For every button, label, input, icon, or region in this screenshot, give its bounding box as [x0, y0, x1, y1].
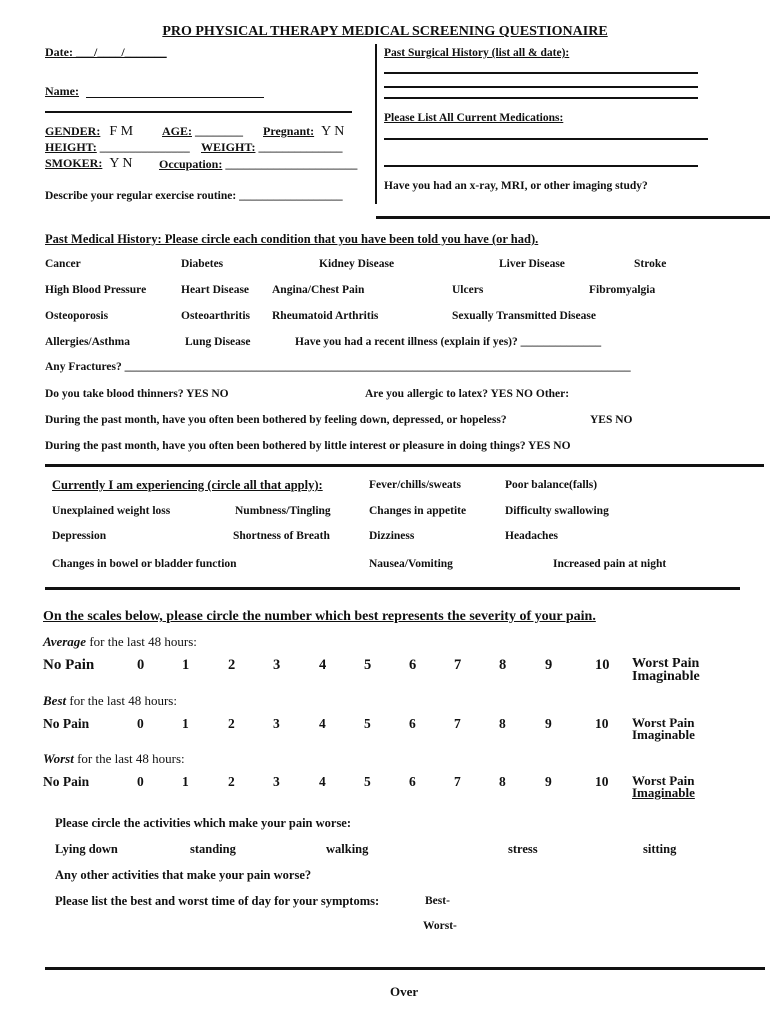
scale-best-label	[43, 693, 177, 709]
latex-question[interactable]: Are you allergic to latex? YES NO Other:	[365, 388, 570, 400]
condition-allergies-asthma[interactable]: Allergies/Asthma	[45, 336, 130, 348]
pain-number-4[interactable]: 4	[319, 657, 327, 673]
condition-kidney-disease[interactable]: Kidney Disease	[319, 258, 395, 270]
scale-best-em: Best	[43, 693, 67, 708]
pain-number-2[interactable]: 2	[228, 657, 236, 673]
pain-number-2[interactable]: 2	[228, 716, 235, 731]
history-heading: Past Medical History: Please circle each condition that you have been told you have (or had).	[45, 232, 539, 246]
surgical-line[interactable]	[384, 72, 698, 74]
occupation-field[interactable]	[159, 157, 357, 172]
form-title: PRO PHYSICAL THERAPY MEDICAL SCREENING QUESTIONAIRE	[162, 24, 608, 39]
depressed-answer[interactable]: YES NO	[590, 414, 633, 426]
scale-worst-label	[43, 751, 185, 767]
date-field[interactable]: Date: ___/____/_______	[45, 45, 167, 59]
left-divider	[45, 111, 352, 113]
pain-number-3[interactable]: 3	[273, 716, 280, 731]
pain-number-8[interactable]: 8	[499, 774, 506, 789]
pain-number-0[interactable]: 0	[137, 716, 144, 731]
condition-osteoporosis[interactable]: Osteoporosis	[45, 310, 109, 322]
worst-pain-label	[632, 775, 695, 799]
condition-stroke[interactable]: Stroke	[634, 258, 667, 270]
pain-number-8[interactable]: 8	[499, 657, 507, 673]
symptom-fever[interactable]: Fever/chills/sweats	[369, 479, 461, 491]
no-pain-label: No Pain	[43, 774, 90, 789]
section-divider	[45, 587, 740, 590]
over-label: Over	[390, 984, 419, 999]
pain-number-6[interactable]: 6	[409, 716, 416, 731]
surgical-line[interactable]	[384, 97, 698, 99]
condition-diabetes[interactable]: Diabetes	[181, 258, 224, 270]
section-divider	[376, 216, 770, 219]
activities-heading: Please circle the activities which make your pain worse:	[55, 816, 352, 830]
pain-number-9[interactable]: 9	[545, 716, 552, 731]
worst-pain-line2: Imaginable	[632, 727, 695, 742]
pain-number-6[interactable]: 6	[409, 774, 416, 789]
scale-average-label	[43, 634, 197, 650]
height-field[interactable]	[45, 140, 190, 155]
scale-average-rest: for the last 48 hours:	[86, 634, 197, 649]
activity-stress[interactable]: stress	[508, 842, 538, 856]
pain-heading: On the scales below, please circle the number which best represents the severity of your pain.	[43, 609, 596, 624]
smoker-label: SMOKER:	[45, 156, 103, 170]
pain-number-10[interactable]: 10	[595, 657, 610, 673]
weight-blank: ______________	[258, 140, 343, 154]
symptom-pain-night[interactable]: Increased pain at night	[553, 558, 667, 570]
name-field[interactable]	[45, 84, 79, 99]
condition-liver-disease[interactable]: Liver Disease	[499, 258, 565, 270]
scale-worst-rest: for the last 48 hours:	[73, 751, 185, 766]
condition-high-blood-pressure[interactable]: High Blood Pressure	[45, 284, 147, 296]
worst-pain-line1: Worst Pain	[632, 656, 700, 671]
pain-number-8[interactable]: 8	[499, 716, 506, 731]
surgical-line[interactable]	[384, 86, 698, 88]
pain-number-3[interactable]: 3	[273, 774, 280, 789]
worst-pain-label	[632, 717, 695, 741]
name-line	[86, 97, 264, 98]
condition-fibromyalgia[interactable]: Fibromyalgia	[589, 284, 656, 296]
symptom-nausea[interactable]: Nausea/Vomiting	[369, 558, 453, 570]
column-divider	[375, 44, 377, 204]
pain-number-4[interactable]: 4	[319, 716, 326, 731]
pain-number-1[interactable]: 1	[182, 716, 189, 731]
symptom-headaches[interactable]: Headaches	[505, 530, 559, 542]
condition-osteoarthritis[interactable]: Osteoarthritis	[181, 310, 250, 322]
exercise-field[interactable]: Describe your regular exercise routine: __________________	[45, 190, 343, 202]
interest-question[interactable]: During the past month, have you often been bothered by little interest or pleasure in doing things? YES NO	[45, 440, 571, 452]
pregnant-label: Pregnant:	[263, 124, 315, 138]
recent-illness-question[interactable]: Have you had a recent illness (explain if yes)? ______________	[295, 336, 602, 348]
symptom-swallowing[interactable]: Difficulty swallowing	[505, 505, 609, 517]
pain-number-0[interactable]: 0	[137, 657, 145, 673]
pain-number-5[interactable]: 5	[364, 774, 371, 789]
gender-label: GENDER:	[45, 124, 101, 138]
condition-lung-disease[interactable]: Lung Disease	[185, 336, 251, 348]
worst-pain-label	[632, 657, 700, 683]
pain-number-9[interactable]: 9	[545, 657, 553, 673]
pain-number-6[interactable]: 6	[409, 657, 417, 673]
time-of-day-question: Please list the best and worst time of day for your symptoms:	[55, 894, 380, 908]
scale-best-rest: for the last 48 hours:	[66, 693, 177, 708]
worst-time-field[interactable]: Worst-	[423, 920, 457, 932]
no-pain-label: No Pain	[43, 657, 95, 673]
pain-number-7[interactable]: 7	[454, 657, 462, 673]
symptom-bowel-bladder[interactable]: Changes in bowel or bladder function	[52, 558, 237, 570]
pain-number-4[interactable]: 4	[319, 774, 326, 789]
age-label: AGE:	[162, 124, 192, 138]
worst-pain-line2: Imaginable	[632, 669, 700, 684]
pain-number-7[interactable]: 7	[454, 716, 461, 731]
blood-thinners-question[interactable]: Do you take blood thinners? YES NO	[45, 388, 229, 400]
symptom-dizziness[interactable]: Dizziness	[369, 530, 415, 542]
symptom-depression[interactable]: Depression	[52, 530, 107, 542]
symptom-appetite[interactable]: Changes in appetite	[369, 505, 467, 517]
activity-walking[interactable]: walking	[326, 842, 369, 856]
surgical-history-label: Past Surgical History (list all & date):	[384, 47, 570, 59]
pain-number-3[interactable]: 3	[273, 657, 281, 673]
other-activities-question[interactable]: Any other activities that make your pain worse?	[55, 868, 312, 882]
condition-angina[interactable]: Angina/Chest Pain	[272, 284, 365, 296]
gender-row	[45, 124, 133, 140]
condition-heart-disease[interactable]: Heart Disease	[181, 284, 250, 296]
medications-line[interactable]	[384, 165, 698, 167]
no-pain-label: No Pain	[43, 716, 90, 731]
smoker-field	[45, 156, 133, 172]
height-blank: _______________	[99, 140, 190, 154]
imaging-question: Have you had an x-ray, MRI, or other imaging study?	[384, 180, 648, 192]
age-blank: ________	[195, 124, 243, 138]
occupation-label: Occupation:	[159, 157, 223, 171]
pregnant-field	[263, 124, 344, 140]
pain-number-10[interactable]: 10	[595, 716, 609, 731]
activity-lying-down[interactable]: Lying down	[55, 842, 118, 856]
name-label: Name:	[45, 84, 79, 98]
scale-worst-em: Worst	[43, 751, 74, 766]
fractures-field[interactable]: Any Fractures? ________________________________________________________________________________________	[45, 361, 631, 373]
symptom-shortness-breath[interactable]: Shortness of Breath	[233, 530, 330, 542]
section-divider	[45, 967, 765, 970]
medications-label: Please List All Current Medications:	[384, 112, 564, 124]
activity-sitting[interactable]: sitting	[643, 842, 677, 856]
pain-number-1[interactable]: 1	[182, 657, 190, 673]
symptom-numbness[interactable]: Numbness/Tingling	[235, 505, 331, 517]
worst-pain-line1: Worst Pain	[632, 773, 695, 788]
symptom-weight-loss[interactable]: Unexplained weight loss	[52, 505, 171, 517]
age-field[interactable]	[162, 124, 243, 139]
medications-line[interactable]	[384, 138, 708, 140]
best-time-field[interactable]: Best-	[425, 895, 450, 907]
height-label: HEIGHT:	[45, 140, 97, 154]
section-divider	[45, 464, 764, 467]
condition-rheumatoid-arthritis[interactable]: Rheumatoid Arthritis	[272, 310, 379, 322]
depressed-question: During the past month, have you often been bothered by feeling down, depressed, or hopeless?	[45, 414, 507, 426]
gender-options[interactable]: F M	[109, 124, 134, 139]
smoker-options[interactable]: Y N	[109, 156, 133, 171]
scale-average-em: Average	[43, 634, 87, 649]
pain-number-5[interactable]: 5	[364, 716, 371, 731]
pain-number-1[interactable]: 1	[182, 774, 189, 789]
weight-field[interactable]	[201, 140, 342, 155]
activity-standing[interactable]: standing	[190, 842, 236, 856]
pain-number-10[interactable]: 10	[595, 774, 609, 789]
symptom-poor-balance[interactable]: Poor balance(falls)	[505, 479, 598, 491]
worst-pain-line2: Imaginable	[632, 785, 695, 800]
pain-number-0[interactable]: 0	[137, 774, 144, 789]
experiencing-heading: Currently I am experiencing (circle all that apply):	[52, 478, 323, 492]
occupation-blank: ______________________	[225, 157, 358, 171]
condition-std[interactable]: Sexually Transmitted Disease	[452, 310, 596, 322]
pain-number-5[interactable]: 5	[364, 657, 372, 673]
pain-number-9[interactable]: 9	[545, 774, 552, 789]
pain-number-2[interactable]: 2	[228, 774, 235, 789]
condition-cancer[interactable]: Cancer	[45, 258, 81, 270]
pregnant-options[interactable]: Y N	[321, 124, 345, 139]
condition-ulcers[interactable]: Ulcers	[452, 284, 484, 296]
worst-pain-line1: Worst Pain	[632, 715, 695, 730]
pain-number-7[interactable]: 7	[454, 774, 461, 789]
weight-label: WEIGHT:	[201, 140, 256, 154]
